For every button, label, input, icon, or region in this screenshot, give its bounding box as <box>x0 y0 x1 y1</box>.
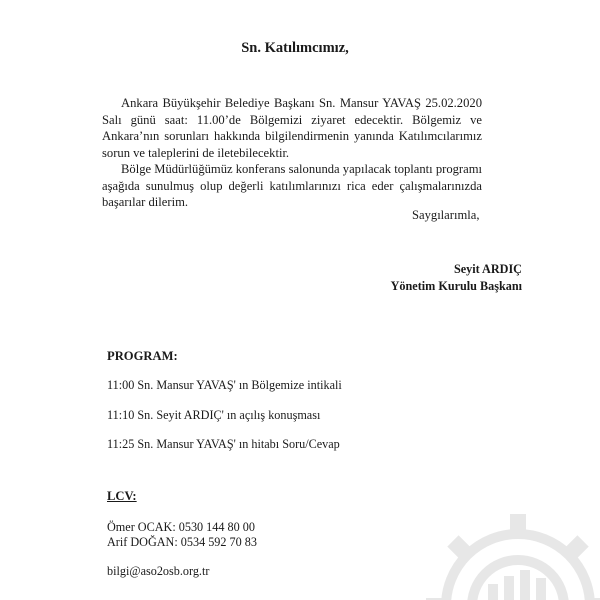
program-title: PROGRAM: <box>107 349 178 363</box>
body-paragraph-2: Bölge Müdürlüğümüz konferans salonunda yapılacak toplantı programı aşağıda sunulmuş olup değerli katılımlarınızı rica eder çalışmalarınızda başarılar dilerim. <box>102 162 482 209</box>
program-item: 11:00 Sn. Mansur YAVAŞ' ın Bölgemize intikali <box>107 378 342 392</box>
signatory-title: Yönetim Kurulu Başkanı <box>390 279 522 293</box>
gear-emblem-icon <box>418 506 600 600</box>
closing-phrase: Saygılarımla, <box>412 208 480 222</box>
body-paragraph-1: Ankara Büyükşehir Belediye Başkanı Sn. Mansur YAVAŞ 25.02.2020 Salı günü saat: 11.00’de Bölgemizi ziyaret edecektir. Bölgemiz ve Ankara’nın sorunları hakkında bilgilendirmenin yanında Katılımcılarımız sorun ve taleplerini de iletebilecektir. <box>102 96 482 160</box>
contact-line: Ömer OCAK: 0530 144 80 00 <box>107 520 255 534</box>
contact-email: bilgi@aso2osb.org.tr <box>107 564 210 578</box>
contact-line: Arif DOĞAN: 0534 592 70 83 <box>107 535 257 549</box>
program-item: 11:25 Sn. Mansur YAVAŞ' ın hitabı Soru/Cevap <box>107 437 340 451</box>
salutation: Sn. Katılımcımız, <box>241 40 349 56</box>
lcv-title: LCV: <box>107 489 137 503</box>
signatory-name: Seyit ARDIÇ <box>453 262 522 276</box>
program-item: 11:10 Sn. Seyit ARDIÇ' ın açılış konuşması <box>107 408 321 422</box>
signature-block <box>391 261 522 295</box>
